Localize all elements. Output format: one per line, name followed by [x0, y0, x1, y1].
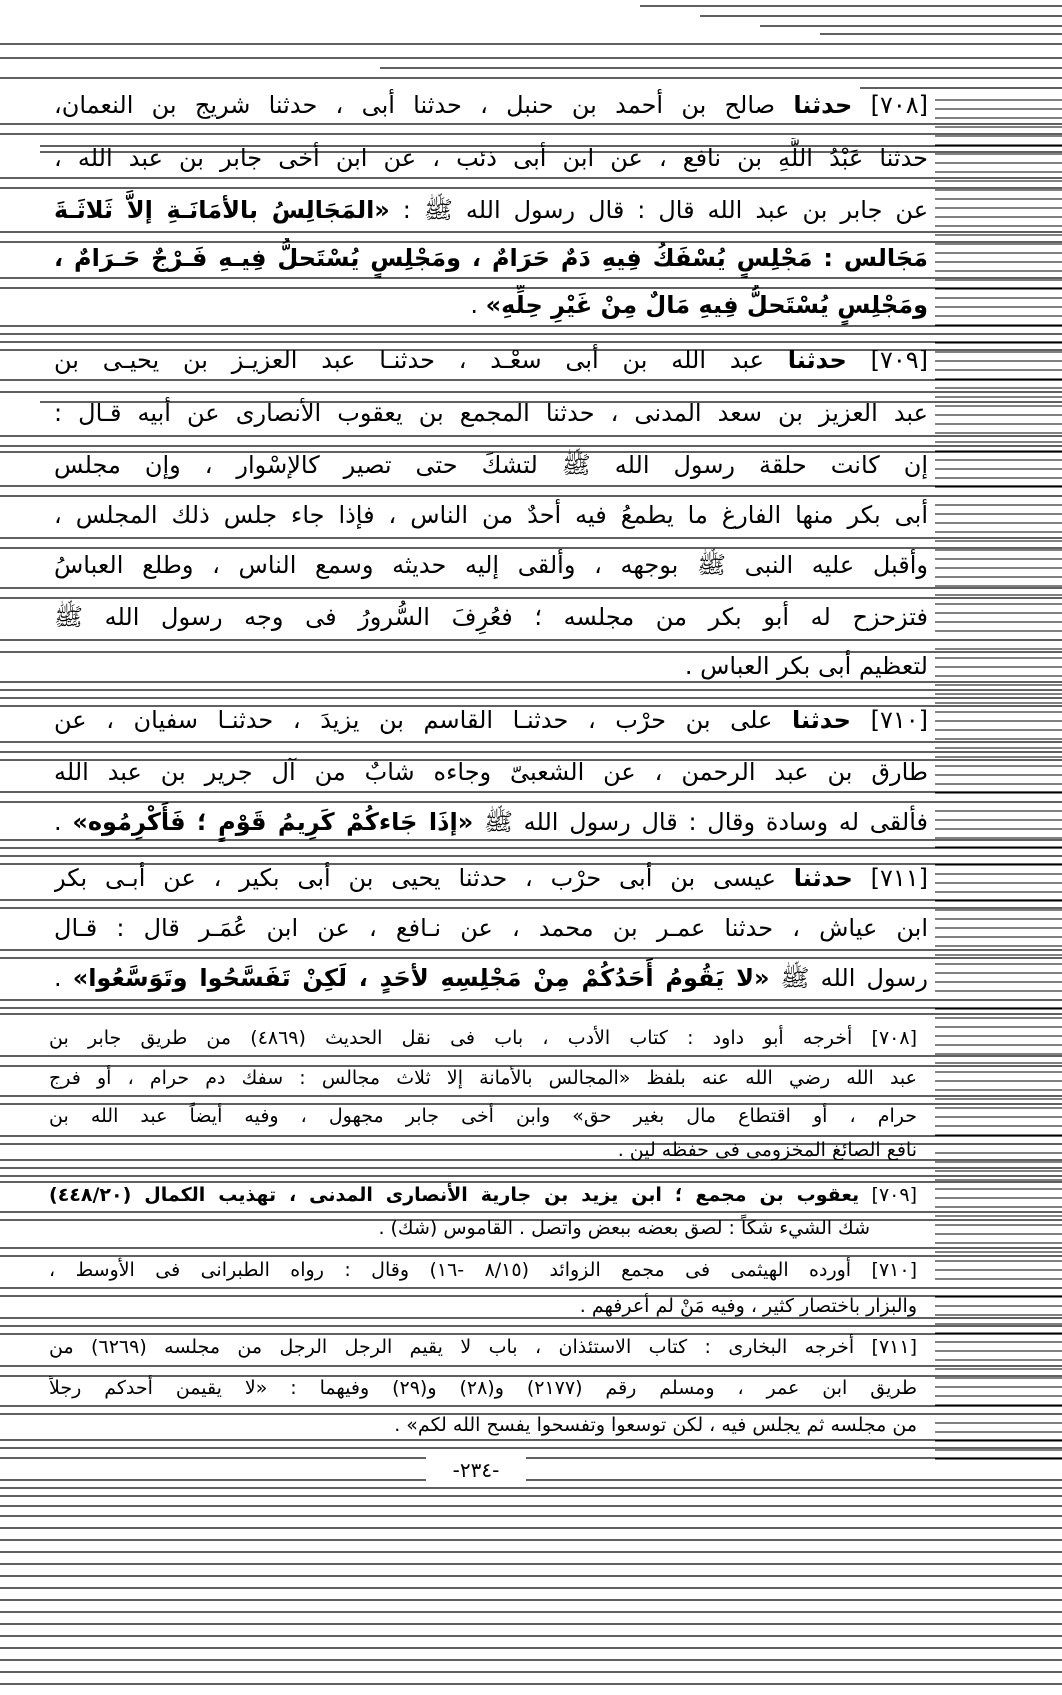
- hadith-number: [٧١٠]: [870, 706, 928, 734]
- main-line: [54, 646, 928, 686]
- main-text: رسول الله ﷺ: [769, 964, 928, 992]
- hadith-number: [٧١١]: [870, 864, 928, 892]
- main-line: [54, 340, 928, 380]
- footnote-line: [49, 1254, 917, 1286]
- footnote-text: عبد الله رضي الله عنه بلفظ «المجالس بالأمانة إلا ثلاث مجالس : سفك دم حرام ، أو فرج: [49, 1067, 917, 1089]
- main-text: .: [54, 964, 73, 992]
- footnote-number: [٧٠٨]: [871, 1027, 917, 1049]
- main-text: عيسى بن أبى حرْب ، حدثنا يحيى بن أبى بكير ، عن أبـى بكر: [54, 864, 794, 892]
- main-emphasis-text: حدثنا: [793, 91, 853, 119]
- footnote-line: [49, 1100, 917, 1132]
- main-emphasis-text: حدثنا: [791, 706, 851, 734]
- main-line: [54, 285, 928, 325]
- main-text: صالح بن أحمد بن حنبل ، حدثنا أبى ، حدثنا شريج بن النعمان،: [54, 91, 794, 119]
- main-line: [54, 445, 928, 485]
- main-line: [54, 190, 928, 230]
- main-text: فتزحزح له أبو بكر من مجلسه ؛ فعُرِفَ السُّرورُ فى وجه رسول الله ﷺ: [54, 603, 928, 631]
- main-line: [54, 495, 928, 535]
- main-emphasis-text: حدثنا: [787, 346, 847, 374]
- main-text: على بن حرْب ، حدثنـا القاسم بن يزيدَ ، حدثنـا سفيان ، عن: [54, 706, 792, 734]
- footnote-text: أخرجه البخارى : كتاب الاستئذان ، باب لا يقيم الرجل الرجل من مجلسه (٦٢٦٩) من: [49, 1336, 855, 1358]
- main-line: [54, 545, 928, 585]
- main-line: [54, 802, 928, 842]
- footnote-number: [٧١١]: [871, 1336, 917, 1358]
- footnote-text: نافع الصائغ المخزومى فى حفظه لين .: [617, 1139, 917, 1161]
- footnote-line: [49, 1331, 917, 1363]
- main-text: عبد الله بن أبى سعْـد ، حدثنـا عبد العزيـز بن يحيـى بن: [54, 346, 788, 374]
- main-emphasis-text: مَجَالس : مَجْلِسٍ يُسْفَكُ فِيهِ دَمٌ حَرَامٌ ، ومَجْلِسٍ يُسْتَحلُّ فِيـهِ فَـرْجٌ حَـرَامٌ ،: [54, 244, 928, 272]
- main-text: فألقى له وسادة وقال : قال رسول الله ﷺ: [473, 808, 928, 836]
- hadith-number: [٧٠٨]: [870, 91, 928, 119]
- main-text: حدثنا عَبْدُ اللَّهِ بن نافع ، عن ابن أبى ذئب ، عن ابن أخى جابر بن عبد الله ،: [54, 144, 928, 172]
- main-text: طارق بن عبد الرحمن ، عن الشعبىّ وجاءه شابٌ من آل جرير بن عبد الله: [54, 758, 928, 786]
- footnote-text: طريق ابن عمر ، ومسلم رقم (٢١٧٧) و(٢٨) و(٢٩) وفيهما : «لا يقيمن أحدكم رجلاً: [49, 1377, 917, 1399]
- main-line: [54, 138, 928, 178]
- main-line: [54, 958, 928, 998]
- main-text: ابن عياش ، حدثنا عمـر بن محمد ، عن نـافع ، عن ابن عُمَـر قال : قـال: [54, 914, 928, 942]
- footnote-text: والبزار باختصار كثير ، وفيه مَنْ لم أعرفهم .: [579, 1295, 917, 1317]
- main-text: عبد العزيز بن سعد المدنى ، حدثنا المجمع بن يعقوب الأنصارى عن أبيه قـال :: [54, 399, 928, 427]
- main-line: [54, 908, 928, 948]
- main-emphasis-text: ومَجْلِسٍ يُسْتَحلُّ فِيهِ مَالٌ مِنْ غَيْرِ حِلِّهِ»: [485, 291, 928, 319]
- main-text: لتعظيم أبى بكر العباس .: [684, 652, 928, 680]
- footnote-text: أخرجه أبو داود : كتاب الأدب ، باب فى نقل الحديث (٤٨٦٩) من طريق جابر بن: [49, 1027, 853, 1049]
- page-number: -٢٣٤-: [426, 1455, 526, 1485]
- main-text: إن كانت حلقة رسول الله ﷺ لتشكَ حتى تصير كالإسْوار ، وإن مجلس: [54, 451, 928, 479]
- footnote-line: [49, 1290, 917, 1322]
- main-line: [54, 238, 928, 278]
- main-text: .: [54, 808, 73, 836]
- main-emphasis-text: «إذَا جَاءكُمْ كَرِيمُ قَوْمٍ ؛ فَأَكْرِمُوه»: [72, 808, 474, 836]
- main-text: أبى بكر منها الفارغ ما يطمعُ فيه أحدٌ من الناس ، فإذا جاء جلس ذلك المجلس ،: [54, 501, 928, 529]
- footnote-text: أورده الهيثمى فى مجمع الزوائد (٨/١٥ -١٦) وقال : رواه الطبرانى فى الأوسط ،: [49, 1259, 852, 1281]
- main-text: عن جابر بن عبد الله قال : قال رسول الله ﷺ :: [389, 196, 928, 224]
- footnote-line: [49, 1409, 917, 1441]
- hadith-number: [٧٠٩]: [870, 346, 928, 374]
- footnote-text: حرام ، أو اقتطاع مال بغير حق» وابن أخى جابر مجهول ، وفيه أيضاً عبد الله بن: [49, 1105, 917, 1127]
- footnote-emphasis-text: يعقوب بن مجمع ؛ ابن يزيد بن جارية الأنصارى المدنى ، تهذيب الكمال (٤٤٨/٢٠): [49, 1184, 860, 1206]
- main-line: [54, 597, 928, 637]
- main-emphasis-text: «لا يَقُومُ أَحَدُكُمْ مِنْ مَجْلِسِهِ لأحَدٍ ، لَكِنْ تَفَسَّحُوا وتَوَسَّعُوا»: [72, 964, 770, 992]
- footnote-number: [٧١٠]: [871, 1259, 917, 1281]
- main-line: [54, 393, 928, 433]
- main-line: [54, 85, 928, 125]
- main-text: .: [470, 291, 486, 319]
- main-emphasis-text: «المَجَالِسُ بالأمَانَـةِ إلاَّ ثَلاثَـةَ: [54, 196, 390, 224]
- footnote-text: شك الشيء شكاً : لصق بعضه ببعض واتصل . القاموس (شك) .: [378, 1217, 870, 1239]
- main-line: [54, 752, 928, 792]
- main-line: [54, 700, 928, 740]
- footnote-line: [49, 1179, 917, 1211]
- footnote-line: [227, 1212, 870, 1244]
- footnote-number: [٧٠٩]: [871, 1184, 917, 1206]
- footnote-line: [49, 1022, 917, 1054]
- main-text: وأقبل عليه النبى ﷺ بوجهه ، وألقى إليه حديثه وسمع الناس ، وطلع العباسُ: [54, 551, 928, 579]
- footnote-line: [49, 1062, 917, 1094]
- footnote-text: من مجلسه ثم يجلس فيه ، لكن توسعوا وتفسحوا يفسح الله لكم» .: [394, 1414, 917, 1436]
- footnote-line: [49, 1372, 917, 1404]
- main-line: [54, 858, 928, 898]
- footnote-line: [49, 1134, 917, 1166]
- main-emphasis-text: حدثنا: [793, 864, 853, 892]
